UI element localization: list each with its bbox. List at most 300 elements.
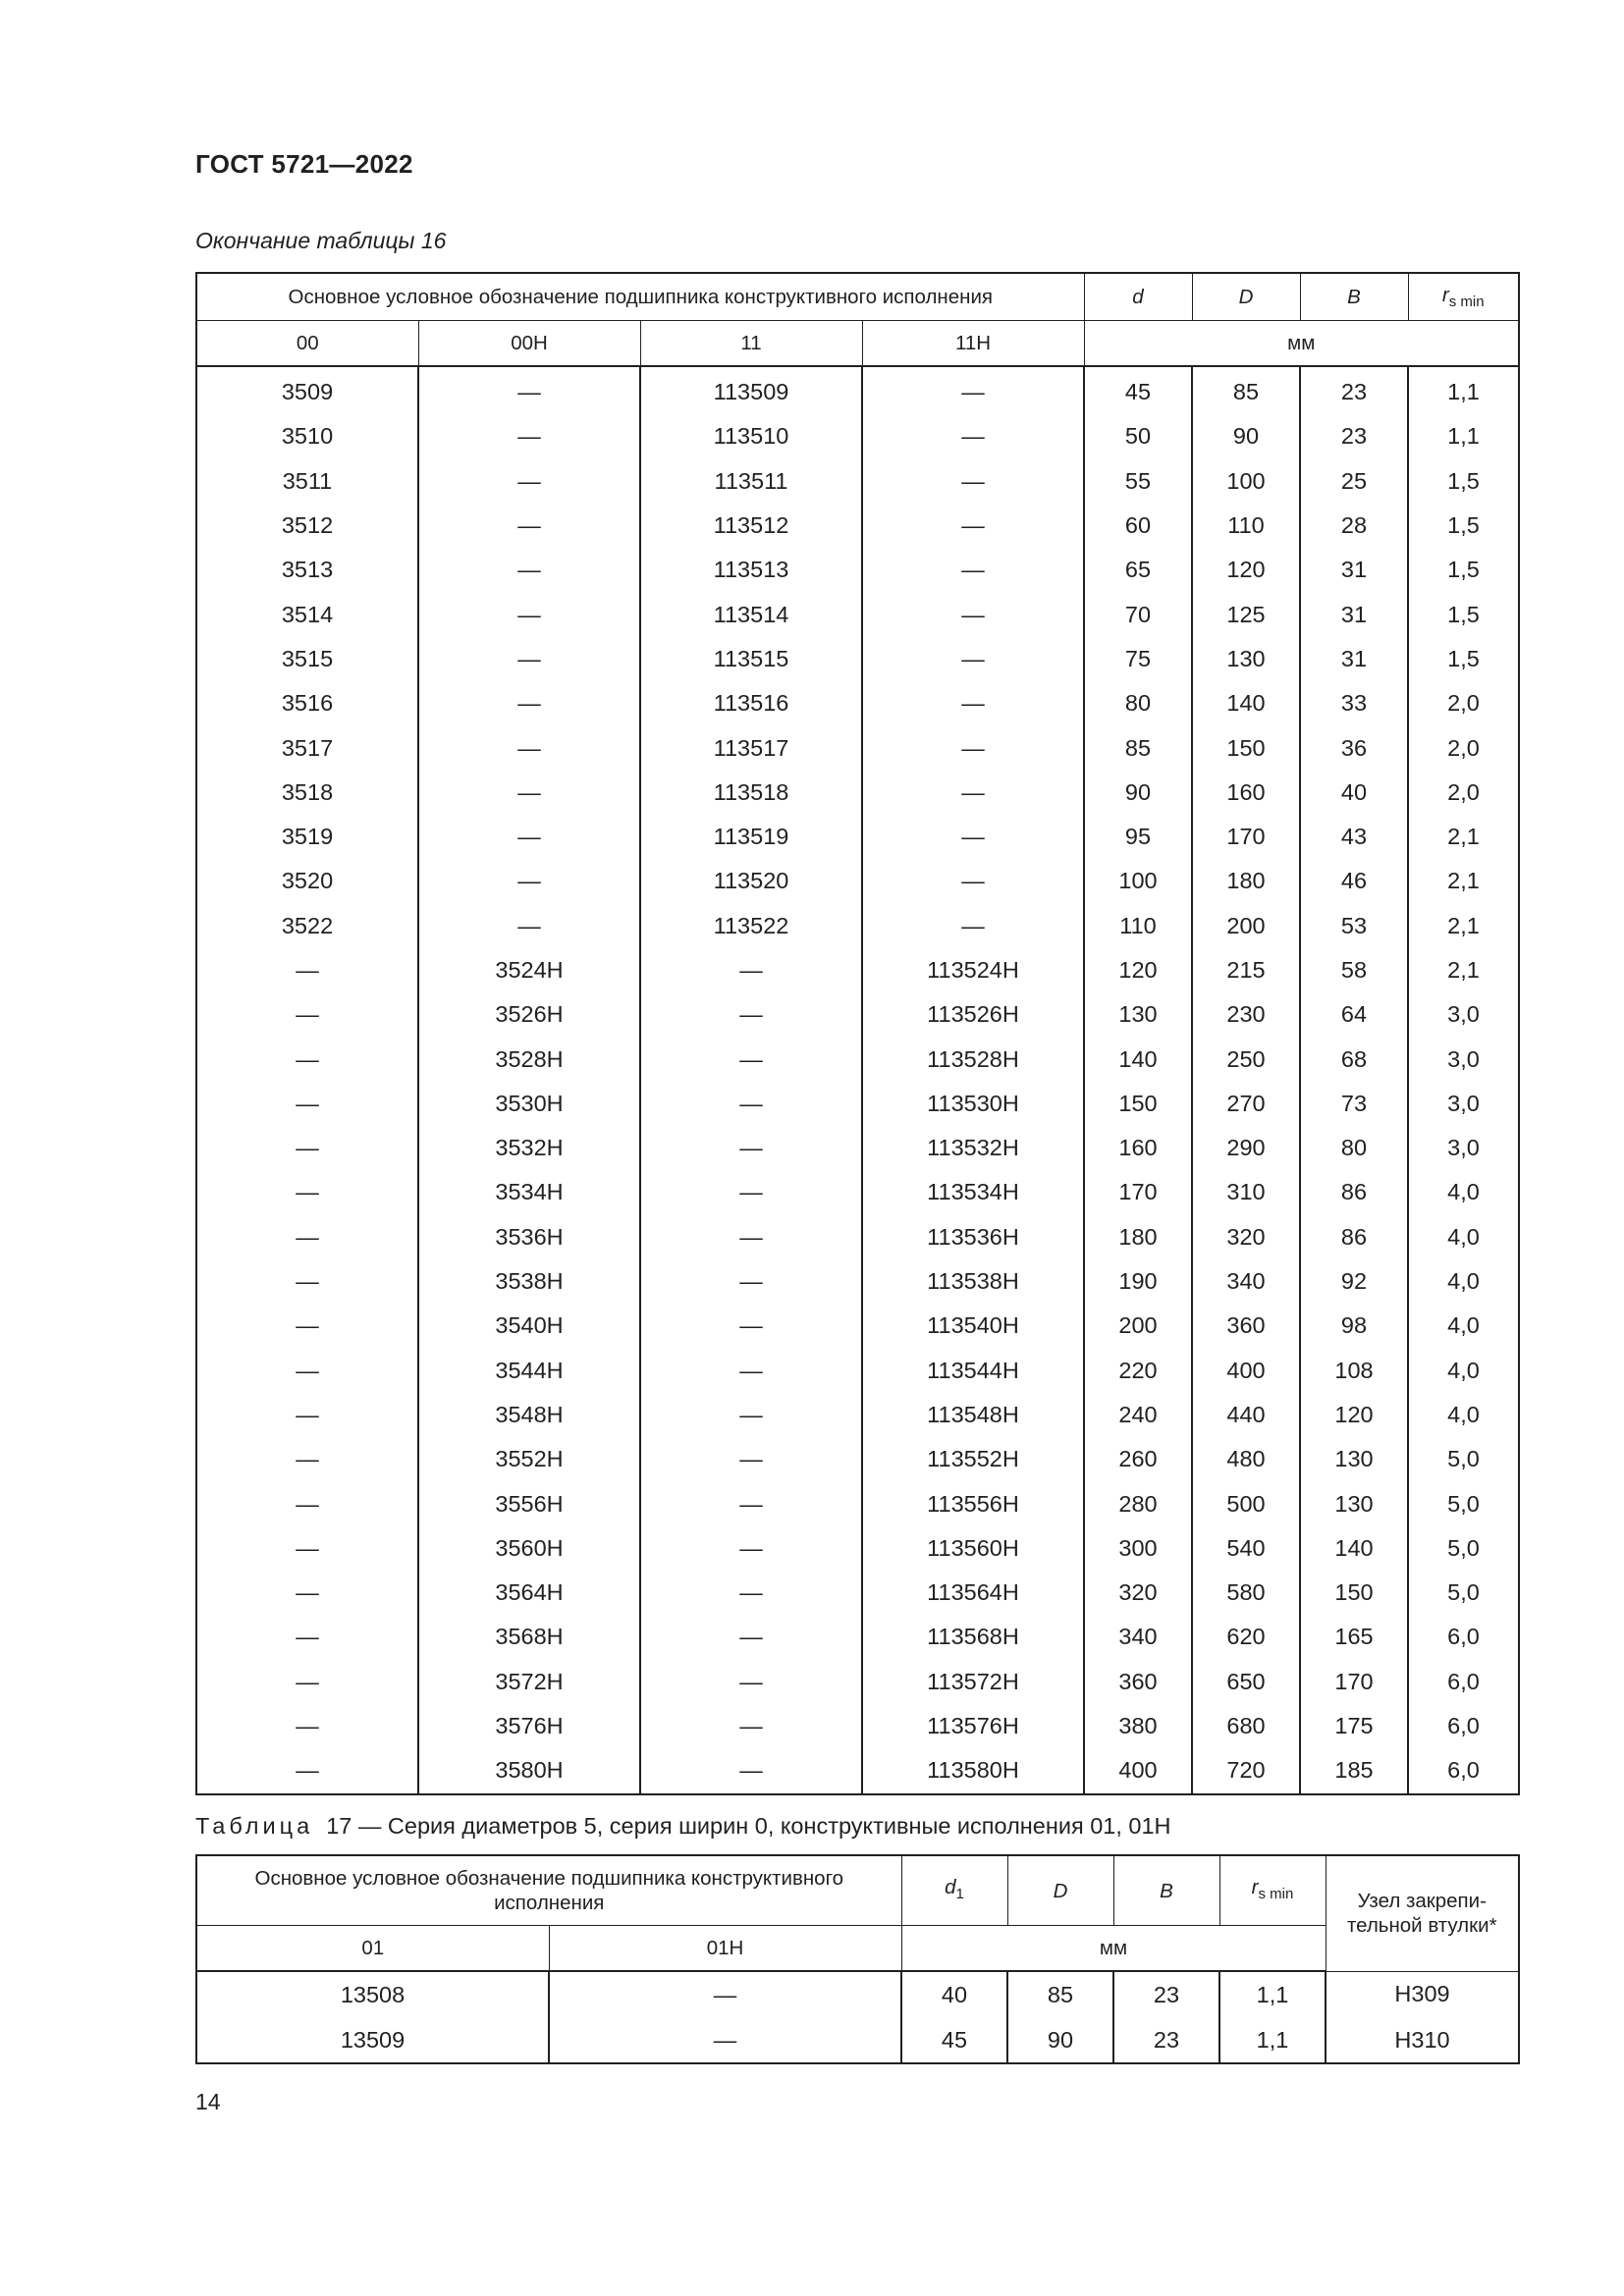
table-cell: —	[418, 548, 640, 592]
table-cell: —	[196, 1481, 418, 1525]
table-cell: 260	[1084, 1437, 1192, 1481]
table-cell: 4,0	[1408, 1215, 1519, 1259]
table-cell: 170	[1300, 1660, 1408, 1704]
table-cell: 113544H	[862, 1349, 1084, 1393]
table16-row	[196, 504, 1519, 548]
table-cell: 230	[1192, 992, 1300, 1037]
table-cell: —	[196, 1037, 418, 1081]
table-cell: 100	[1084, 859, 1192, 903]
table16-row	[196, 366, 1519, 414]
table16-row	[196, 1082, 1519, 1126]
table16-row	[196, 1571, 1519, 1615]
table-cell: 6,0	[1408, 1748, 1519, 1793]
variant-01H-header: 01H	[549, 1926, 901, 1972]
table17-header-row	[196, 1855, 1519, 1926]
table16-row	[196, 1304, 1519, 1348]
adapter-sleeve-header: Узел закрепи-тельной втулки*	[1326, 1855, 1519, 1971]
table16-row	[196, 1437, 1519, 1481]
table-cell: 310	[1192, 1170, 1300, 1214]
table-cell: 440	[1192, 1393, 1300, 1437]
variant-00-header: 00	[196, 321, 418, 367]
table16-row	[196, 681, 1519, 725]
table-cell: 31	[1300, 637, 1408, 681]
table-cell: 110	[1084, 904, 1192, 948]
table-cell: 5,0	[1408, 1481, 1519, 1525]
table-cell: —	[862, 815, 1084, 859]
table-cell: 75	[1084, 637, 1192, 681]
table-cell: 73	[1300, 1082, 1408, 1126]
table-cell: —	[418, 414, 640, 458]
table-cell: 130	[1300, 1437, 1408, 1481]
table-cell: 80	[1300, 1126, 1408, 1170]
table-cell: —	[418, 815, 640, 859]
table-cell: 113515	[640, 637, 862, 681]
table-cell: 113560H	[862, 1526, 1084, 1571]
table-cell: —	[549, 2017, 901, 2063]
table-cell: 36	[1300, 725, 1408, 770]
table-cell: —	[418, 637, 640, 681]
table-cell: 2,1	[1408, 815, 1519, 859]
table-cell: 5,0	[1408, 1526, 1519, 1571]
table16-row	[196, 1393, 1519, 1437]
table-cell: 86	[1300, 1170, 1408, 1214]
table-cell: —	[640, 1393, 862, 1437]
table-cell: 3509	[196, 366, 418, 414]
table-cell: —	[196, 948, 418, 992]
table-cell: —	[196, 1748, 418, 1793]
table-cell: 125	[1192, 592, 1300, 636]
table-cell: 90	[1084, 771, 1192, 815]
table-cell: 6,0	[1408, 1704, 1519, 1748]
table-cell: —	[862, 504, 1084, 548]
table-cell: 1,5	[1408, 504, 1519, 548]
table-cell: 98	[1300, 1304, 1408, 1348]
table-cell: 3548H	[418, 1393, 640, 1437]
table-cell: 150	[1192, 725, 1300, 770]
table-cell: —	[640, 1037, 862, 1081]
chamfer-symbol: r	[1441, 283, 1449, 306]
variant-00H-header: 00H	[418, 321, 640, 367]
table-cell: 250	[1192, 1037, 1300, 1081]
table-cell: 4,0	[1408, 1349, 1519, 1393]
table-cell: 120	[1192, 548, 1300, 592]
table-cell: 113564H	[862, 1571, 1084, 1615]
table-cell: 113548H	[862, 1393, 1084, 1437]
table17-row	[196, 2017, 1519, 2063]
table-cell: —	[418, 859, 640, 903]
table-cell: 2,0	[1408, 681, 1519, 725]
table-cell: 150	[1300, 1571, 1408, 1615]
table-cell: 3513	[196, 548, 418, 592]
table-cell: —	[196, 1615, 418, 1659]
chamfer-symbol: r	[1251, 1875, 1259, 1898]
table17-caption-label: Таблица	[195, 1813, 314, 1839]
table-cell: —	[640, 992, 862, 1037]
table-cell: 580	[1192, 1571, 1300, 1615]
table-cell: 43	[1300, 815, 1408, 859]
table-cell: 1,5	[1408, 459, 1519, 504]
table-cell: 3515	[196, 637, 418, 681]
table-cell: —	[418, 771, 640, 815]
table-cell: 28	[1300, 504, 1408, 548]
table16-row	[196, 1748, 1519, 1793]
table-cell: 3576H	[418, 1704, 640, 1748]
table-cell: 3540H	[418, 1304, 640, 1348]
table-cell: —	[862, 771, 1084, 815]
d1-header	[901, 1855, 1007, 1926]
table17-body	[196, 1971, 1519, 2063]
table-cell: 33	[1300, 681, 1408, 725]
table-cell: 720	[1192, 1748, 1300, 1793]
table-cell: —	[862, 681, 1084, 725]
table-cell: 3520	[196, 859, 418, 903]
table-cell: 360	[1192, 1304, 1300, 1348]
table-cell: 300	[1084, 1526, 1192, 1571]
table-cell: 150	[1084, 1082, 1192, 1126]
table-cell: —	[196, 1259, 418, 1304]
width-header: B	[1113, 1855, 1219, 1926]
table-cell: 113519	[640, 815, 862, 859]
document-header: ГОСТ 5721—2022	[195, 149, 413, 179]
table-cell: 3512	[196, 504, 418, 548]
outer-diameter-header: D	[1192, 273, 1300, 321]
table-cell: 113516	[640, 681, 862, 725]
table-cell: 86	[1300, 1215, 1408, 1259]
table-cell: 70	[1084, 592, 1192, 636]
table-cell: H310	[1326, 2017, 1519, 2063]
table-cell: 60	[1084, 504, 1192, 548]
table16-row	[196, 904, 1519, 948]
table-cell: —	[549, 1971, 901, 2017]
table-cell: —	[640, 1660, 862, 1704]
table-cell: 3544H	[418, 1349, 640, 1393]
unit-header: мм	[901, 1926, 1326, 1972]
table-cell: 13509	[196, 2017, 549, 2063]
table-cell: 113518	[640, 771, 862, 815]
table-cell: 113528H	[862, 1037, 1084, 1081]
table17-caption	[195, 1813, 1171, 1840]
table-cell: —	[862, 414, 1084, 458]
table-cell: 3564H	[418, 1571, 640, 1615]
table-cell: —	[862, 859, 1084, 903]
table-cell: 90	[1192, 414, 1300, 458]
table-cell: 120	[1300, 1393, 1408, 1437]
table-cell: 85	[1192, 366, 1300, 414]
table-cell: 113517	[640, 725, 862, 770]
table-cell: 108	[1300, 1349, 1408, 1393]
table-cell: 113580H	[862, 1748, 1084, 1793]
table-cell: 185	[1300, 1748, 1408, 1793]
table-cell: 31	[1300, 548, 1408, 592]
d-header: d	[1084, 273, 1192, 321]
table17-row	[196, 1971, 1519, 2017]
table-cell: 113540H	[862, 1304, 1084, 1348]
page-number: 14	[195, 2089, 221, 2114]
table-cell: 3530H	[418, 1082, 640, 1126]
table-cell: 3528H	[418, 1037, 640, 1081]
table-cell: 3560H	[418, 1526, 640, 1571]
table-cell: 180	[1084, 1215, 1192, 1259]
table-cell: —	[862, 592, 1084, 636]
table16-row	[196, 548, 1519, 592]
table-cell: 46	[1300, 859, 1408, 903]
table-cell: 160	[1084, 1126, 1192, 1170]
table16-row	[196, 1481, 1519, 1525]
table-cell: —	[640, 1304, 862, 1348]
table-cell: 80	[1084, 681, 1192, 725]
table-cell: —	[640, 1571, 862, 1615]
table-cell: 480	[1192, 1437, 1300, 1481]
table-cell: —	[196, 1349, 418, 1393]
table17-subheader-row	[196, 1926, 1519, 1972]
table-cell: 130	[1192, 637, 1300, 681]
table-16	[195, 272, 1520, 1795]
table-cell: 95	[1084, 815, 1192, 859]
table-cell: 113556H	[862, 1481, 1084, 1525]
table-cell: 680	[1192, 1704, 1300, 1748]
table-cell: 400	[1192, 1349, 1300, 1393]
table-cell: 113520	[640, 859, 862, 903]
table-cell: —	[418, 725, 640, 770]
variant-11-header: 11	[640, 321, 862, 367]
table-cell: —	[640, 1748, 862, 1793]
table16-row	[196, 1037, 1519, 1081]
table16-row	[196, 859, 1519, 903]
table-cell: 2,1	[1408, 904, 1519, 948]
table-cell: —	[862, 548, 1084, 592]
table-cell: 25	[1300, 459, 1408, 504]
table-cell: 113513	[640, 548, 862, 592]
table-cell: 5,0	[1408, 1571, 1519, 1615]
unit-header: мм	[1084, 321, 1519, 367]
table-cell: 113522	[640, 904, 862, 948]
table-cell: 120	[1084, 948, 1192, 992]
table-cell: —	[196, 1215, 418, 1259]
table-cell: —	[418, 504, 640, 548]
table16-row	[196, 725, 1519, 770]
table-cell: —	[640, 1170, 862, 1214]
table-cell: —	[196, 1170, 418, 1214]
table-cell: H309	[1326, 1971, 1519, 2017]
table-cell: —	[196, 992, 418, 1037]
table-cell: —	[196, 1571, 418, 1615]
table-cell: —	[418, 459, 640, 504]
table-cell: 140	[1192, 681, 1300, 725]
table-cell: 160	[1192, 771, 1300, 815]
width-header: B	[1300, 273, 1408, 321]
table-cell: 2,0	[1408, 725, 1519, 770]
table16-row	[196, 771, 1519, 815]
table-cell: —	[640, 1615, 862, 1659]
table16-body	[196, 366, 1519, 1794]
table16-row	[196, 1615, 1519, 1659]
table-cell: 6,0	[1408, 1615, 1519, 1659]
table16-subheader-row	[196, 321, 1519, 367]
table16-row	[196, 459, 1519, 504]
table-cell: 90	[1007, 2017, 1113, 2063]
table-cell: 40	[901, 1971, 1007, 2017]
table-cell: 1,1	[1219, 2017, 1326, 2063]
table-cell: —	[640, 1126, 862, 1170]
table-17	[195, 1854, 1520, 2064]
table-cell: 92	[1300, 1259, 1408, 1304]
table-cell: 130	[1084, 992, 1192, 1037]
d1-symbol: d	[945, 1875, 956, 1898]
designation-header: Основное условное обозначение подшипника конструктивного исполнения	[196, 273, 1084, 321]
table-cell: 3522	[196, 904, 418, 948]
table-cell: —	[862, 725, 1084, 770]
table-cell: —	[640, 1259, 862, 1304]
table-cell: —	[418, 904, 640, 948]
table-cell: 4,0	[1408, 1170, 1519, 1214]
table-cell: 3580H	[418, 1748, 640, 1793]
table-cell: 180	[1192, 859, 1300, 903]
table-cell: 240	[1084, 1393, 1192, 1437]
table-cell: 140	[1084, 1037, 1192, 1081]
table-cell: 3536H	[418, 1215, 640, 1259]
table16-row	[196, 948, 1519, 992]
table-cell: —	[640, 1704, 862, 1748]
table-cell: 85	[1007, 1971, 1113, 2017]
table-cell: —	[862, 904, 1084, 948]
table-cell: 113576H	[862, 1704, 1084, 1748]
table-cell: 113538H	[862, 1259, 1084, 1304]
table-cell: 3552H	[418, 1437, 640, 1481]
table-cell: 360	[1084, 1660, 1192, 1704]
table-cell: 13508	[196, 1971, 549, 2017]
table-cell: 2,1	[1408, 859, 1519, 903]
table-cell: 3538H	[418, 1259, 640, 1304]
table-cell: 110	[1192, 504, 1300, 548]
table-cell: 1,1	[1408, 366, 1519, 414]
table-cell: 3518	[196, 771, 418, 815]
table-cell: 58	[1300, 948, 1408, 992]
table-cell: 40	[1300, 771, 1408, 815]
table-cell: 3,0	[1408, 1126, 1519, 1170]
table-cell: 4,0	[1408, 1304, 1519, 1348]
table-cell: 3517	[196, 725, 418, 770]
table-cell: —	[196, 1082, 418, 1126]
table-cell: —	[196, 1126, 418, 1170]
table-cell: 3516	[196, 681, 418, 725]
designation-header: Основное условное обозначение подшипника конструктивного исполнения	[196, 1855, 901, 1926]
table-cell: 400	[1084, 1748, 1192, 1793]
table-cell: 200	[1084, 1304, 1192, 1348]
table-cell: 64	[1300, 992, 1408, 1037]
table-cell: 113512	[640, 504, 862, 548]
table16-row	[196, 1259, 1519, 1304]
table-cell: —	[640, 1437, 862, 1481]
chamfer-subscript: s min	[1448, 294, 1485, 311]
table-cell: 280	[1084, 1481, 1192, 1525]
chamfer-subscript: s min	[1258, 1886, 1294, 1903]
table17-caption-text: 17 — Серия диаметров 5, серия ширин 0, конструктивные исполнения 01, 01H	[326, 1813, 1171, 1839]
table-cell: 113530H	[862, 1082, 1084, 1126]
table-cell: 45	[1084, 366, 1192, 414]
table-cell: 3514	[196, 592, 418, 636]
table-cell: 320	[1084, 1571, 1192, 1615]
table16-row	[196, 1349, 1519, 1393]
table-cell: 175	[1300, 1704, 1408, 1748]
table-cell: 3526H	[418, 992, 640, 1037]
table-cell: 113532H	[862, 1126, 1084, 1170]
table-cell: 140	[1300, 1526, 1408, 1571]
table-cell: 650	[1192, 1660, 1300, 1704]
table-cell: —	[640, 1481, 862, 1525]
d1-subscript: 1	[955, 1886, 964, 1903]
table-cell: 3,0	[1408, 1037, 1519, 1081]
table-cell: 220	[1084, 1349, 1192, 1393]
table-cell: 170	[1084, 1170, 1192, 1214]
table-cell: —	[418, 366, 640, 414]
table-cell: —	[196, 1304, 418, 1348]
table-cell: 2,0	[1408, 771, 1519, 815]
table-cell: —	[196, 1704, 418, 1748]
table-cell: 23	[1300, 414, 1408, 458]
table-cell: 3511	[196, 459, 418, 504]
table-cell: —	[862, 366, 1084, 414]
table-cell: —	[196, 1660, 418, 1704]
table-cell: —	[640, 1082, 862, 1126]
table-cell: 3532H	[418, 1126, 640, 1170]
table16-header-row	[196, 273, 1519, 321]
table-cell: —	[418, 681, 640, 725]
table-cell: 3,0	[1408, 992, 1519, 1037]
table-cell: —	[196, 1393, 418, 1437]
table-cell: 113511	[640, 459, 862, 504]
table16-row	[196, 1704, 1519, 1748]
table-cell: 290	[1192, 1126, 1300, 1170]
table-cell: —	[640, 1349, 862, 1393]
table16-row	[196, 1215, 1519, 1259]
table16-row	[196, 1170, 1519, 1214]
table-cell: 3519	[196, 815, 418, 859]
table-cell: 3,0	[1408, 1082, 1519, 1126]
table-cell: 1,1	[1219, 1971, 1326, 2017]
table-cell: 4,0	[1408, 1259, 1519, 1304]
table-cell: 540	[1192, 1526, 1300, 1571]
table16-row	[196, 414, 1519, 458]
table-cell: 3524H	[418, 948, 640, 992]
table16-caption: Окончание таблицы 16	[195, 228, 447, 253]
table-cell: 200	[1192, 904, 1300, 948]
table-cell: 65	[1084, 548, 1192, 592]
table-cell: 45	[901, 2017, 1007, 2063]
table16-row	[196, 992, 1519, 1037]
table-cell: 3572H	[418, 1660, 640, 1704]
table16-row	[196, 592, 1519, 636]
table-cell: 380	[1084, 1704, 1192, 1748]
table16-row	[196, 1660, 1519, 1704]
variant-01-header: 01	[196, 1926, 549, 1972]
table-cell: 50	[1084, 414, 1192, 458]
table-cell: 31	[1300, 592, 1408, 636]
table-cell: 3568H	[418, 1615, 640, 1659]
table-cell: 1,5	[1408, 592, 1519, 636]
table-cell: 55	[1084, 459, 1192, 504]
table-cell: 113534H	[862, 1170, 1084, 1214]
table-cell: 215	[1192, 948, 1300, 992]
table-cell: 3556H	[418, 1481, 640, 1525]
table-cell: 1,5	[1408, 637, 1519, 681]
table-cell: 113568H	[862, 1615, 1084, 1659]
table-cell: 113514	[640, 592, 862, 636]
table-cell: 3534H	[418, 1170, 640, 1214]
table-cell: 3510	[196, 414, 418, 458]
table-cell: 53	[1300, 904, 1408, 948]
table-cell: 130	[1300, 1481, 1408, 1525]
table-cell: —	[418, 592, 640, 636]
